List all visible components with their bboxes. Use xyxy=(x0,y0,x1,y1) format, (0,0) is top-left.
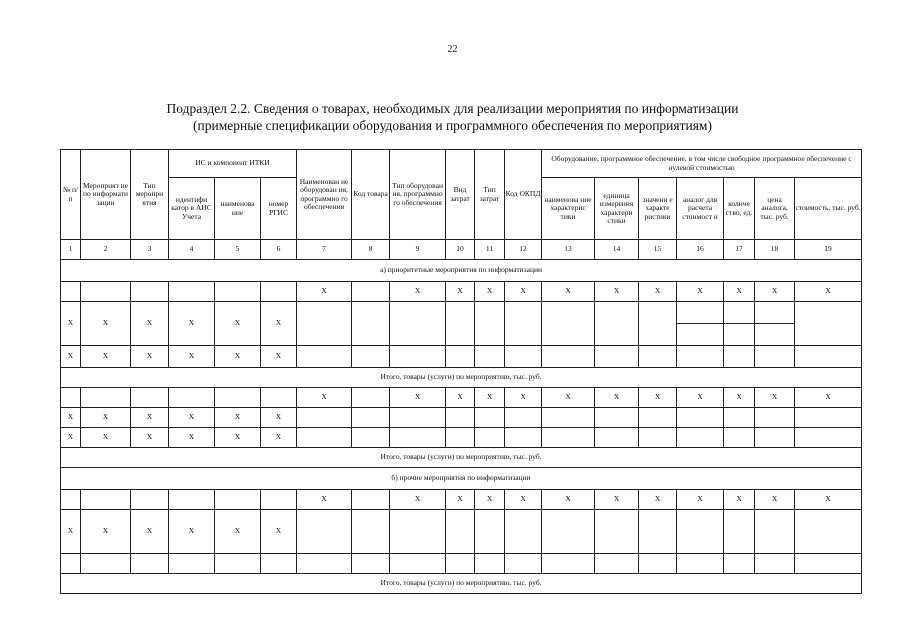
table-cell: X xyxy=(390,388,446,408)
table-cell: X xyxy=(505,388,542,408)
table-cell xyxy=(475,554,505,574)
table-cell xyxy=(61,554,81,574)
table-cell xyxy=(446,302,475,346)
table-cell xyxy=(505,554,542,574)
column-number: 14 xyxy=(595,240,639,260)
table-cell xyxy=(297,408,352,428)
table-cell xyxy=(542,428,595,448)
table-cell: X xyxy=(795,490,862,510)
table-cell xyxy=(169,490,215,510)
section-label: б) прочие мероприятия по информатизации xyxy=(61,468,862,490)
header-col-1: № п/п xyxy=(61,150,81,240)
header-col-8: Код товара xyxy=(352,150,390,240)
table-cell: X xyxy=(61,510,81,554)
header-col-14: единица измерения характери стики xyxy=(595,178,639,240)
table-cell xyxy=(61,388,81,408)
table-row xyxy=(61,554,862,574)
table-cell: X xyxy=(215,346,261,368)
table-cell xyxy=(352,388,390,408)
header-col-19: стоимость, тыс. руб. xyxy=(795,178,862,240)
table-cell: X xyxy=(81,302,131,346)
table-cell xyxy=(446,510,475,554)
column-number: 9 xyxy=(390,240,446,260)
table-cell xyxy=(795,428,862,448)
table-cell: X xyxy=(81,428,131,448)
table-cell: X xyxy=(61,346,81,368)
table-cell xyxy=(131,554,169,574)
table-row xyxy=(61,428,862,448)
table-cell xyxy=(215,282,261,302)
table-cell xyxy=(390,346,446,368)
table-cell: X xyxy=(795,282,862,302)
table-cell: X xyxy=(169,408,215,428)
table-cell: X xyxy=(297,490,352,510)
table-cell: X xyxy=(505,490,542,510)
column-number: 4 xyxy=(169,240,215,260)
column-number: 6 xyxy=(261,240,297,260)
column-number: 5 xyxy=(215,240,261,260)
table-cell: X xyxy=(131,302,169,346)
table-cell xyxy=(390,428,446,448)
table-cell: X xyxy=(131,428,169,448)
table-cell xyxy=(297,510,352,554)
table-cell xyxy=(795,510,862,554)
table-cell: X xyxy=(755,282,795,302)
table-cell: X xyxy=(446,282,475,302)
table-cell: X xyxy=(595,282,639,302)
table-cell xyxy=(677,346,724,368)
header-col-7: Наименован ие оборудован ия, программно го обеспечения xyxy=(297,150,352,240)
header-col-5: наименова ние xyxy=(215,178,261,240)
page-title xyxy=(0,100,905,134)
table-cell xyxy=(261,554,297,574)
table-cell: X xyxy=(542,282,595,302)
table-cell xyxy=(724,346,755,368)
table-cell xyxy=(724,324,755,346)
column-number: 12 xyxy=(505,240,542,260)
table-cell: X xyxy=(131,346,169,368)
title-line-1: Подраздел 2.2. Сведения о товарах, необходимых для реализации мероприятия по информатизации xyxy=(166,101,739,116)
table-cell: X xyxy=(755,490,795,510)
column-number: 2 xyxy=(81,240,131,260)
table-cell xyxy=(677,428,724,448)
table-cell xyxy=(169,388,215,408)
table-cell xyxy=(352,302,390,346)
header-col-17: количе ство, ед. xyxy=(724,178,755,240)
total-label: Итого, товары (услуги) по мероприятию, тыс. руб. xyxy=(61,574,862,594)
table-cell xyxy=(215,490,261,510)
table-cell: X xyxy=(261,302,297,346)
table-cell xyxy=(297,302,352,346)
table-cell xyxy=(755,408,795,428)
table-cell: X xyxy=(755,388,795,408)
table-cell xyxy=(724,408,755,428)
table-cell xyxy=(595,408,639,428)
table-cell: X xyxy=(297,388,352,408)
table-cell xyxy=(505,510,542,554)
section-row-other xyxy=(61,468,862,490)
table-cell xyxy=(215,388,261,408)
table-cell xyxy=(677,554,724,574)
table-cell xyxy=(81,554,131,574)
table-cell xyxy=(755,302,795,324)
table-cell xyxy=(595,554,639,574)
table-cell: X xyxy=(261,428,297,448)
table-cell xyxy=(61,282,81,302)
column-number: 17 xyxy=(724,240,755,260)
table-cell xyxy=(475,428,505,448)
table-cell xyxy=(390,302,446,346)
table-cell xyxy=(755,324,795,346)
table-cell xyxy=(169,282,215,302)
table-cell xyxy=(81,282,131,302)
column-number: 3 xyxy=(131,240,169,260)
table-cell xyxy=(505,346,542,368)
header-group-is: ИС и компонент ИТКИ xyxy=(169,150,297,178)
table-cell xyxy=(542,302,595,346)
table-cell: X xyxy=(677,490,724,510)
header-col-16: аналог для расчета стоимост и xyxy=(677,178,724,240)
table-cell: X xyxy=(169,302,215,346)
table-cell xyxy=(639,302,677,346)
total-label: Итого, товары (услуги) по мероприятию, тыс. руб. xyxy=(61,448,862,468)
table-cell: X xyxy=(169,346,215,368)
table-cell xyxy=(755,554,795,574)
table-cell xyxy=(755,346,795,368)
table-cell xyxy=(475,408,505,428)
column-number-row xyxy=(61,240,862,260)
total-row xyxy=(61,448,862,468)
table-cell xyxy=(81,490,131,510)
table-cell xyxy=(352,408,390,428)
table-cell xyxy=(131,490,169,510)
table-cell: X xyxy=(724,282,755,302)
table-cell: X xyxy=(724,490,755,510)
table-cell: X xyxy=(61,408,81,428)
table-cell xyxy=(724,428,755,448)
table-cell: X xyxy=(169,510,215,554)
section-label: а) приоритетные мероприятия по информатизации xyxy=(61,260,862,282)
table-cell xyxy=(352,490,390,510)
table-cell: X xyxy=(639,490,677,510)
table-cell: X xyxy=(61,302,81,346)
table-cell xyxy=(639,510,677,554)
table-cell: X xyxy=(297,282,352,302)
table-cell xyxy=(261,490,297,510)
table-cell xyxy=(595,346,639,368)
header-col-12: Код ОКПД xyxy=(505,150,542,240)
table-cell xyxy=(677,302,724,324)
table-cell xyxy=(542,346,595,368)
table-row xyxy=(61,282,862,302)
page-number: 22 xyxy=(447,44,458,55)
table-cell xyxy=(446,554,475,574)
table-cell xyxy=(724,554,755,574)
column-number: 15 xyxy=(639,240,677,260)
table-cell xyxy=(390,408,446,428)
table-row xyxy=(61,388,862,408)
table-cell: X xyxy=(169,428,215,448)
table-row xyxy=(61,346,862,368)
table-cell xyxy=(724,510,755,554)
table-cell: X xyxy=(795,388,862,408)
title-line-2: (примерные спецификации оборудования и программного обеспечения по мероприятиям) xyxy=(193,118,712,133)
table-cell: X xyxy=(542,388,595,408)
table-cell: X xyxy=(261,408,297,428)
table-cell xyxy=(352,346,390,368)
table-cell: X xyxy=(261,510,297,554)
table-cell: X xyxy=(475,388,505,408)
table-cell: X xyxy=(215,302,261,346)
table-cell xyxy=(542,554,595,574)
table-cell xyxy=(677,510,724,554)
table-cell: X xyxy=(261,346,297,368)
table-cell xyxy=(297,554,352,574)
header-col-4: идентифи катор в АИС Учета xyxy=(169,178,215,240)
table-cell xyxy=(724,302,755,324)
table-cell xyxy=(505,408,542,428)
table-cell xyxy=(475,510,505,554)
table-cell: X xyxy=(131,408,169,428)
column-number: 18 xyxy=(755,240,795,260)
table-cell: X xyxy=(505,282,542,302)
table-cell: X xyxy=(639,388,677,408)
table-cell: X xyxy=(81,510,131,554)
table-cell xyxy=(446,346,475,368)
table-cell xyxy=(542,510,595,554)
total-label: Итого, товары (услуги) по мероприятию, тыс. руб. xyxy=(61,368,862,388)
table-cell: X xyxy=(475,282,505,302)
table-row xyxy=(61,408,862,428)
table-cell xyxy=(390,510,446,554)
column-number: 1 xyxy=(61,240,81,260)
column-number: 8 xyxy=(352,240,390,260)
table-cell: X xyxy=(81,408,131,428)
header-col-9: Тип оборудован ия, программно го обеспечения xyxy=(390,150,446,240)
table-cell xyxy=(677,324,724,346)
table-cell xyxy=(352,428,390,448)
table-cell xyxy=(505,428,542,448)
header-group-equipment: Оборудование, программное обеспечение, в том числе свободное программное обеспечение с нулевой стоимостью xyxy=(542,150,862,178)
table-cell xyxy=(169,554,215,574)
table-row xyxy=(61,490,862,510)
header-col-2: Мероприят ие по информати зации xyxy=(81,150,131,240)
header-col-10: Вид затрат xyxy=(446,150,475,240)
table-cell xyxy=(131,282,169,302)
column-number: 13 xyxy=(542,240,595,260)
table-cell xyxy=(542,408,595,428)
table-cell: X xyxy=(677,282,724,302)
header-col-13: наименова ние характерис тики xyxy=(542,178,595,240)
column-number: 11 xyxy=(475,240,505,260)
table-cell xyxy=(131,388,169,408)
table-cell xyxy=(639,408,677,428)
table-cell: X xyxy=(81,346,131,368)
table-cell xyxy=(475,346,505,368)
table-cell: X xyxy=(390,282,446,302)
table-cell: X xyxy=(61,428,81,448)
table-cell xyxy=(755,428,795,448)
table-cell xyxy=(795,554,862,574)
table-cell xyxy=(795,408,862,428)
column-number: 10 xyxy=(446,240,475,260)
column-number: 16 xyxy=(677,240,724,260)
table-cell xyxy=(261,282,297,302)
column-number: 7 xyxy=(297,240,352,260)
table-cell xyxy=(505,302,542,346)
table-cell: X xyxy=(215,428,261,448)
goods-table xyxy=(60,149,862,594)
table-cell xyxy=(755,510,795,554)
header-col-18: цена аналога, тыс. руб. xyxy=(755,178,795,240)
table-cell xyxy=(390,554,446,574)
table-cell xyxy=(81,388,131,408)
table-cell: X xyxy=(446,388,475,408)
table-cell xyxy=(795,302,862,346)
table-cell xyxy=(215,554,261,574)
table-cell xyxy=(475,302,505,346)
table-cell xyxy=(446,408,475,428)
table-cell xyxy=(61,490,81,510)
header-row-1 xyxy=(61,150,862,178)
table-cell: X xyxy=(639,282,677,302)
table-cell xyxy=(639,554,677,574)
table-cell xyxy=(595,510,639,554)
total-row xyxy=(61,368,862,388)
header-col-11: Тип затрат xyxy=(475,150,505,240)
table-cell xyxy=(352,282,390,302)
table-cell: X xyxy=(724,388,755,408)
table-cell xyxy=(297,346,352,368)
table-cell xyxy=(677,408,724,428)
table-cell xyxy=(352,554,390,574)
header-col-3: Тип меропри ятия xyxy=(131,150,169,240)
column-number: 19 xyxy=(795,240,862,260)
table-cell xyxy=(595,302,639,346)
table-row xyxy=(61,302,862,324)
table-cell: X xyxy=(595,490,639,510)
header-col-15: значени е характе ристики xyxy=(639,178,677,240)
table-row xyxy=(61,510,862,554)
table-cell: X xyxy=(131,510,169,554)
section-row-priority xyxy=(61,260,862,282)
table-cell xyxy=(352,510,390,554)
table-cell xyxy=(639,346,677,368)
table-cell xyxy=(297,428,352,448)
table-cell: X xyxy=(215,510,261,554)
table-cell xyxy=(261,388,297,408)
table-cell xyxy=(595,428,639,448)
table-cell xyxy=(446,428,475,448)
table-cell: X xyxy=(446,490,475,510)
table-cell xyxy=(639,428,677,448)
table-cell: X xyxy=(542,490,595,510)
table-cell: X xyxy=(595,388,639,408)
table-cell xyxy=(795,346,862,368)
table-cell: X xyxy=(215,408,261,428)
total-row xyxy=(61,574,862,594)
header-col-6: номер РГИС xyxy=(261,178,297,240)
table-cell: X xyxy=(475,490,505,510)
table-cell: X xyxy=(677,388,724,408)
table-cell: X xyxy=(390,490,446,510)
